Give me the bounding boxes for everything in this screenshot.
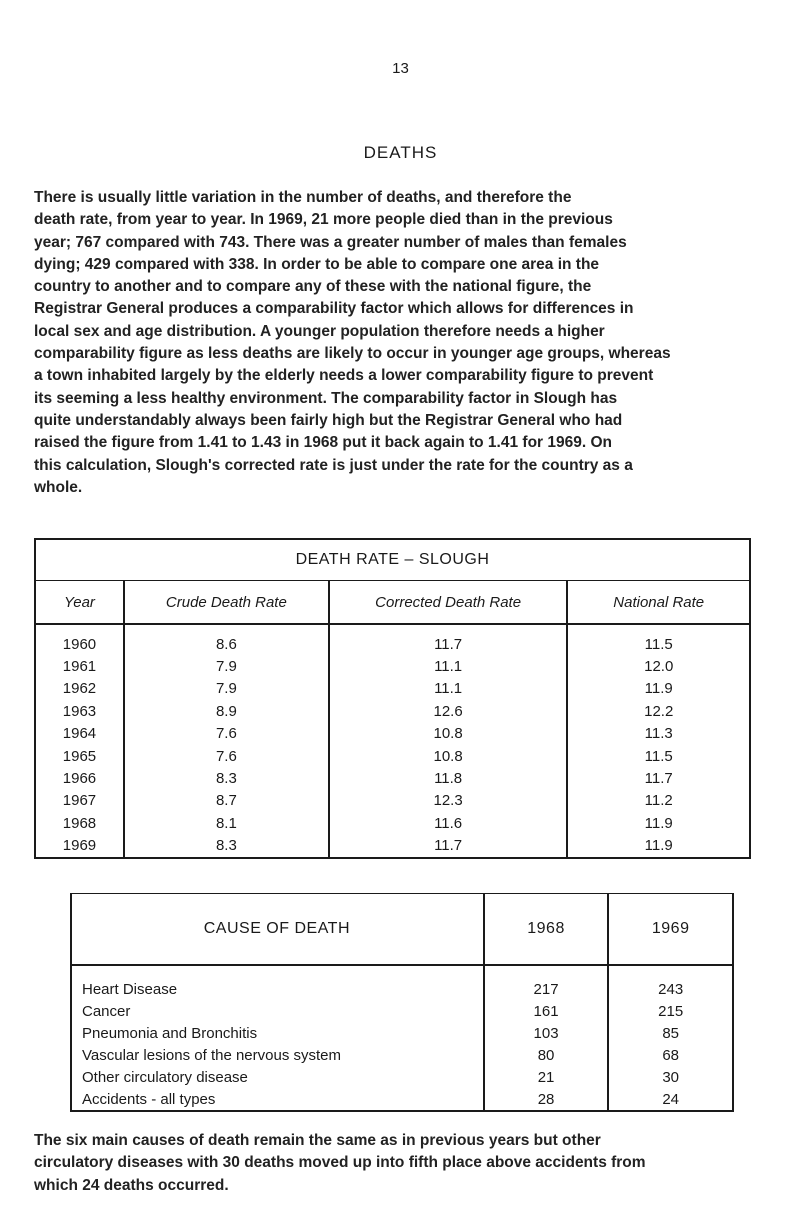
corrected-rate-cell: 12.3 — [329, 790, 568, 812]
paragraph-line: whole. — [34, 478, 83, 496]
year-cell: 1969 — [35, 835, 124, 858]
paragraph-line: There is usually little variation in the number of deaths, and therefore the — [34, 189, 572, 206]
count-1968-cell: 161 — [484, 1000, 609, 1022]
national-rate-cell: 11.5 — [567, 745, 750, 767]
count-1968-cell: 103 — [484, 1022, 609, 1044]
paragraph-line: circulatory diseases with 30 deaths moved up into fifth place above accidents from — [34, 1154, 646, 1172]
column-header-corrected-rate: Corrected Death Rate — [329, 581, 568, 625]
count-1969-cell: 68 — [608, 1044, 733, 1066]
count-1968-cell: 217 — [484, 965, 609, 1000]
cause-cell: Other circulatory disease — [71, 1066, 484, 1088]
corrected-rate-cell: 11.1 — [329, 678, 568, 700]
column-header-year: Year — [35, 581, 124, 625]
count-1968-cell: 28 — [484, 1088, 609, 1111]
cause-cell: Vascular lesions of the nervous system — [71, 1044, 484, 1066]
table-row — [71, 1022, 733, 1044]
paragraph-line: quite understandably always been fairly high but the Registrar General who had — [34, 411, 623, 429]
table-row — [35, 700, 750, 722]
national-rate-cell: 12.2 — [567, 700, 750, 722]
year-cell: 1967 — [35, 790, 124, 812]
closing-paragraph — [34, 1130, 769, 1197]
count-1969-cell: 215 — [608, 1000, 733, 1022]
corrected-rate-cell: 12.6 — [329, 700, 568, 722]
table-row — [35, 723, 750, 745]
national-rate-cell: 11.5 — [567, 624, 750, 655]
count-1969-cell: 24 — [608, 1088, 733, 1111]
crude-rate-cell: 7.6 — [124, 745, 329, 767]
table-row — [71, 1000, 733, 1022]
year-cell: 1960 — [35, 624, 124, 655]
corrected-rate-cell: 11.8 — [329, 767, 568, 789]
table-row — [35, 745, 750, 767]
death-rate-table — [34, 538, 751, 859]
year-cell: 1962 — [35, 678, 124, 700]
cause-cell: Cancer — [71, 1000, 484, 1022]
national-rate-cell: 12.0 — [567, 655, 750, 677]
national-rate-cell: 11.9 — [567, 812, 750, 834]
paragraph-line: this calculation, Slough's corrected rate is just under the rate for the country as a — [34, 456, 633, 474]
table-row — [35, 624, 750, 655]
national-rate-cell: 11.3 — [567, 723, 750, 745]
count-1968-cell: 80 — [484, 1044, 609, 1066]
crude-rate-cell: 7.9 — [124, 678, 329, 700]
paragraph-line: a town inhabited largely by the elderly needs a lower comparability figure to prevent — [34, 367, 654, 385]
crude-rate-cell: 7.9 — [124, 655, 329, 677]
year-cell: 1963 — [35, 700, 124, 722]
cause-of-death-table — [70, 893, 734, 1112]
paragraph-line: country to another and to compare any of these with the national figure, the — [34, 278, 592, 296]
count-1968-cell: 21 — [484, 1066, 609, 1088]
death-rate-table-title: DEATH RATE – SLOUGH — [35, 539, 750, 581]
year-cell: 1964 — [35, 723, 124, 745]
column-header-crude-rate: Crude Death Rate — [124, 581, 329, 625]
column-header-1968: 1968 — [484, 894, 609, 966]
table-row — [35, 835, 750, 858]
national-rate-cell: 11.9 — [567, 678, 750, 700]
count-1969-cell: 30 — [608, 1066, 733, 1088]
crude-rate-cell: 8.1 — [124, 812, 329, 834]
table-row — [71, 1088, 733, 1111]
corrected-rate-cell: 11.7 — [329, 835, 568, 858]
paragraph-line: year; 767 compared with 743. There was a greater number of males than females — [34, 233, 627, 251]
column-header-cause: CAUSE OF DEATH — [71, 894, 484, 966]
crude-rate-cell: 7.6 — [124, 723, 329, 745]
table-row — [35, 767, 750, 789]
paragraph-line: which 24 deaths occurred. — [34, 1176, 229, 1194]
crude-rate-cell: 8.3 — [124, 767, 329, 789]
column-header-national-rate: National Rate — [567, 581, 750, 625]
table-row — [71, 1044, 733, 1066]
year-cell: 1968 — [35, 812, 124, 834]
crude-rate-cell: 8.9 — [124, 700, 329, 722]
year-cell: 1961 — [35, 655, 124, 677]
paragraph-line: comparability figure as less deaths are likely to occur in younger age groups, whereas — [34, 345, 671, 363]
national-rate-cell: 11.9 — [567, 835, 750, 858]
paragraph-line: local sex and age distribution. A younger population therefore needs a higher — [34, 322, 605, 340]
count-1969-cell: 243 — [608, 965, 733, 1000]
paragraph-line: dying; 429 compared with 338. In order to be able to compare one area in the — [34, 255, 600, 273]
paragraph-line: The six main causes of death remain the same as in previous years but other — [34, 1132, 601, 1149]
column-header-1969: 1969 — [608, 894, 733, 966]
table-row — [35, 812, 750, 834]
national-rate-cell: 11.2 — [567, 790, 750, 812]
section-heading: DEATHS — [363, 143, 438, 162]
crude-rate-cell: 8.3 — [124, 835, 329, 858]
table-row — [71, 965, 733, 1000]
corrected-rate-cell: 11.7 — [329, 624, 568, 655]
cause-cell: Accidents - all types — [71, 1088, 484, 1111]
crude-rate-cell: 8.6 — [124, 624, 329, 655]
year-cell: 1965 — [35, 745, 124, 767]
count-1969-cell: 85 — [608, 1022, 733, 1044]
intro-paragraph — [34, 187, 769, 499]
corrected-rate-cell: 11.6 — [329, 812, 568, 834]
page-number: 13 — [392, 60, 409, 77]
table-row — [35, 655, 750, 677]
table-row — [71, 1066, 733, 1088]
cause-cell: Heart Disease — [71, 965, 484, 1000]
crude-rate-cell: 8.7 — [124, 790, 329, 812]
corrected-rate-cell: 11.1 — [329, 655, 568, 677]
table-row — [35, 790, 750, 812]
paragraph-line: death rate, from year to year. In 1969, 21 more people died than in the previous — [34, 211, 613, 229]
paragraph-line: Registrar General produces a comparability factor which allows for differences in — [34, 300, 634, 318]
corrected-rate-cell: 10.8 — [329, 723, 568, 745]
paragraph-line: its seeming a less healthy environment. The comparability factor in Slough has — [34, 389, 618, 407]
corrected-rate-cell: 10.8 — [329, 745, 568, 767]
year-cell: 1966 — [35, 767, 124, 789]
table-row — [35, 678, 750, 700]
national-rate-cell: 11.7 — [567, 767, 750, 789]
paragraph-line: raised the figure from 1.41 to 1.43 in 1968 put it back again to 1.41 for 1969. On — [34, 434, 612, 452]
cause-cell: Pneumonia and Bronchitis — [71, 1022, 484, 1044]
